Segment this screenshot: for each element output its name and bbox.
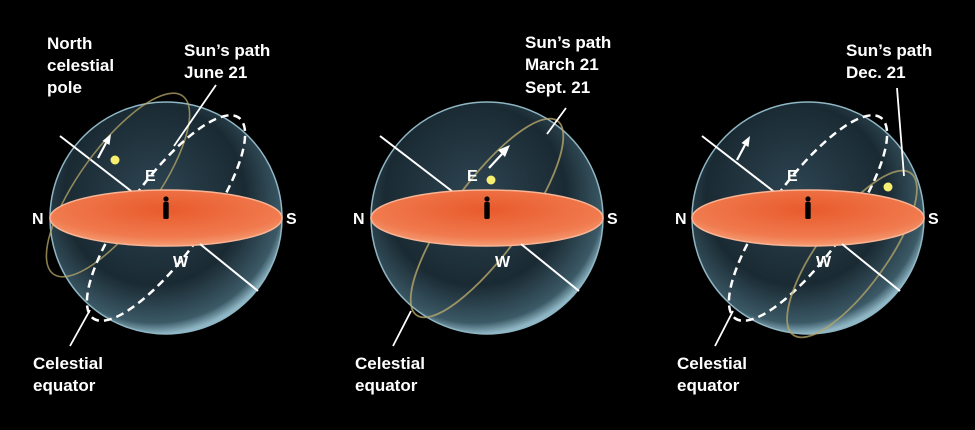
compass-south: S [928, 211, 939, 228]
observer-figure [805, 196, 810, 219]
compass-west: W [816, 254, 832, 271]
compass-south: S [607, 211, 618, 228]
compass-north: N [675, 211, 687, 228]
equator-label: Celestial equator [677, 354, 747, 395]
panel-equinox [353, 33, 618, 395]
compass-east: E [467, 168, 478, 185]
compass-east: E [787, 168, 798, 185]
sun-path-label: Sun’s path March 21 Sept. 21 [525, 33, 612, 97]
equator-leader-line [70, 310, 90, 346]
sun-icon [487, 176, 496, 185]
equator-leader-line [393, 311, 411, 346]
compass-east: E [145, 168, 156, 185]
panel-december [675, 41, 939, 395]
equator-label: Celestial equator [355, 354, 425, 395]
compass-west: W [495, 254, 511, 271]
sun-icon [111, 156, 120, 165]
compass-south: S [286, 211, 297, 228]
compass-north: N [32, 211, 44, 228]
sun-path-label: Sun’s path June 21 [184, 41, 271, 82]
sun-icon [884, 183, 893, 192]
observer-figure [484, 196, 489, 219]
sun-path-label: Sun’s path Dec. 21 [846, 41, 933, 82]
pole-label: North celestial pole [47, 34, 115, 97]
compass-west: W [173, 254, 189, 271]
compass-north: N [353, 211, 365, 228]
observer-figure [163, 196, 168, 219]
panel-june [23, 34, 297, 395]
equator-leader-line [715, 311, 733, 346]
equator-label: Celestial equator [33, 354, 103, 395]
